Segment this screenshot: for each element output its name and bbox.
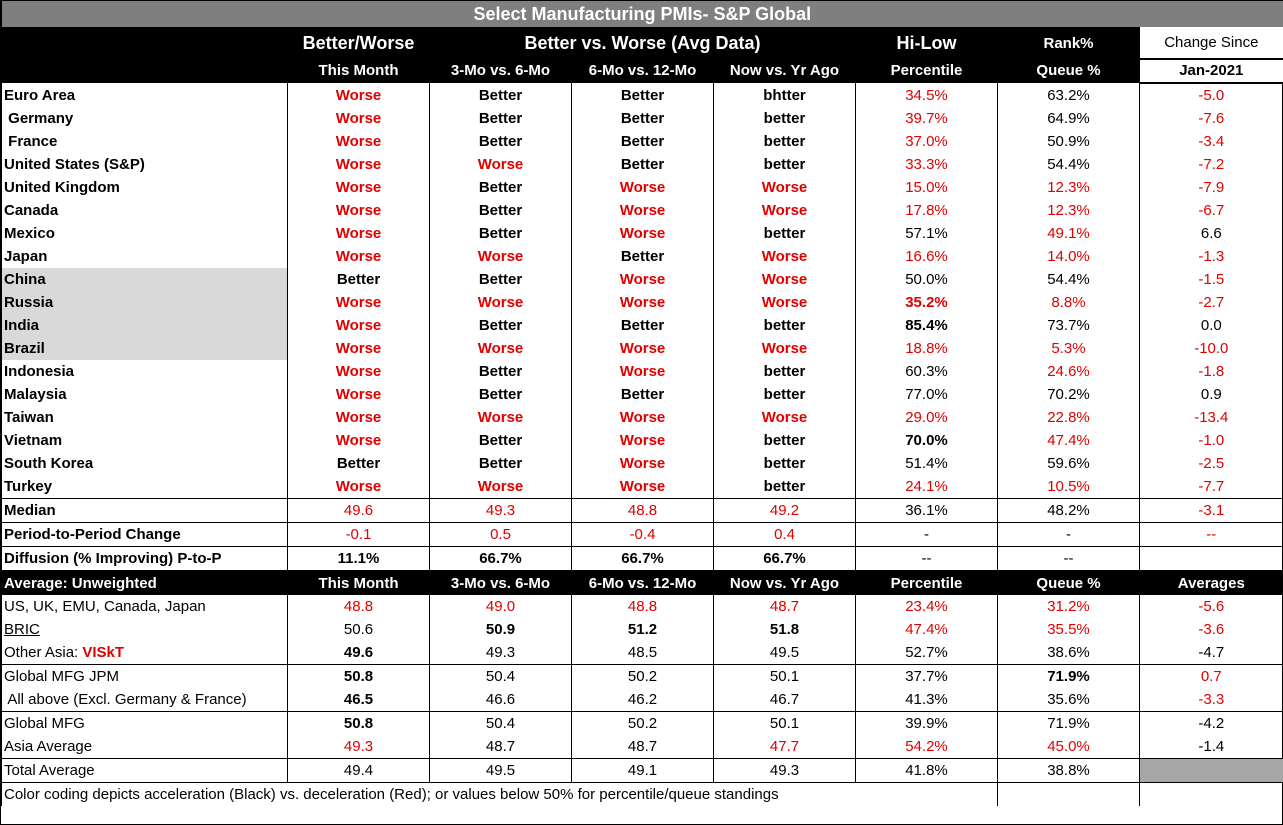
summary-this-month: 11.1% bbox=[288, 547, 430, 572]
avg-header-col-0: Average: Unweighted bbox=[2, 571, 288, 595]
summary-6mo: -0.4 bbox=[572, 523, 714, 547]
table-row bbox=[2, 153, 1283, 176]
table-row bbox=[2, 199, 1283, 222]
footnote-empty-2 bbox=[1140, 783, 1283, 807]
cell-percentile: 15.0% bbox=[856, 176, 998, 199]
cell-change: -5.0 bbox=[1140, 83, 1283, 107]
cell-queue: 54.4% bbox=[998, 268, 1140, 291]
cell-better-worse: Worse bbox=[288, 291, 430, 314]
cell-percentile: 17.8% bbox=[856, 199, 998, 222]
cell-yr-ago: better bbox=[714, 429, 856, 452]
avg-cell-bw: 46.5 bbox=[288, 688, 430, 712]
cell-percentile: 57.1% bbox=[856, 222, 998, 245]
cell-queue: 73.7% bbox=[998, 314, 1140, 337]
table-row bbox=[2, 314, 1283, 337]
avg-cell-pct: 41.8% bbox=[856, 759, 998, 783]
avg-row-label bbox=[2, 759, 288, 783]
avg-cell-bw: 50.6 bbox=[288, 618, 430, 641]
table-row bbox=[2, 406, 1283, 429]
header-change-since: Change Since bbox=[1140, 27, 1283, 59]
avg-cell-chg: -3.6 bbox=[1140, 618, 1283, 641]
row-country: United States (S&P) bbox=[2, 153, 288, 176]
cell-queue: 10.5% bbox=[998, 475, 1140, 499]
header-rank: Rank% bbox=[998, 27, 1140, 59]
summary-change: -3.1 bbox=[1140, 499, 1283, 523]
cell-better-worse: Worse bbox=[288, 199, 430, 222]
cell-better-worse: Better bbox=[288, 452, 430, 475]
avg-header-col-5: Percentile bbox=[856, 571, 998, 595]
row-country: France bbox=[2, 130, 288, 153]
summary-3mo: 49.3 bbox=[430, 499, 572, 523]
avg-cell-yr: 47.7 bbox=[714, 735, 856, 759]
cell-3mo: Better bbox=[430, 360, 572, 383]
cell-3mo: Better bbox=[430, 452, 572, 475]
cell-percentile: 70.0% bbox=[856, 429, 998, 452]
avg-cell-pct: 23.4% bbox=[856, 595, 998, 618]
table-row bbox=[2, 360, 1283, 383]
avg-cell-pct: 52.7% bbox=[856, 641, 998, 665]
cell-queue: 14.0% bbox=[998, 245, 1140, 268]
cell-queue: 12.3% bbox=[998, 199, 1140, 222]
cell-6mo: Worse bbox=[572, 452, 714, 475]
summary-change: -- bbox=[1140, 523, 1283, 547]
table-row bbox=[2, 222, 1283, 245]
cell-6mo: Worse bbox=[572, 222, 714, 245]
cell-better-worse: Worse bbox=[288, 314, 430, 337]
cell-change: 0.9 bbox=[1140, 383, 1283, 406]
cell-percentile: 85.4% bbox=[856, 314, 998, 337]
summary-yr-ago: 66.7% bbox=[714, 547, 856, 572]
table-row bbox=[2, 291, 1283, 314]
cell-percentile: 18.8% bbox=[856, 337, 998, 360]
cell-change: -13.4 bbox=[1140, 406, 1283, 429]
summary-6mo: 48.8 bbox=[572, 499, 714, 523]
row-country: Canada bbox=[2, 199, 288, 222]
cell-3mo: Better bbox=[430, 176, 572, 199]
cell-change: -1.3 bbox=[1140, 245, 1283, 268]
cell-yr-ago: better bbox=[714, 222, 856, 245]
cell-6mo: Better bbox=[572, 153, 714, 176]
row-country: Euro Area bbox=[2, 83, 288, 107]
avg-cell-q: 35.5% bbox=[998, 618, 1140, 641]
cell-6mo: Worse bbox=[572, 475, 714, 499]
avg-cell-pct: 47.4% bbox=[856, 618, 998, 641]
avg-cell-bw: 49.6 bbox=[288, 641, 430, 665]
footnote-text: Color coding depicts acceleration (Black) vs. deceleration (Red); or values below 50% for percentile/queue standings bbox=[2, 783, 998, 807]
summary-6mo: 66.7% bbox=[572, 547, 714, 572]
summary-percentile: 36.1% bbox=[856, 499, 998, 523]
avg-cell-m3: 50.9 bbox=[430, 618, 572, 641]
cell-better-worse: Worse bbox=[288, 130, 430, 153]
cell-percentile: 24.1% bbox=[856, 475, 998, 499]
cell-3mo: Better bbox=[430, 383, 572, 406]
cell-queue: 59.6% bbox=[998, 452, 1140, 475]
cell-6mo: Worse bbox=[572, 291, 714, 314]
row-country: Vietnam bbox=[2, 429, 288, 452]
avg-label-text: Global MFG bbox=[4, 715, 85, 732]
avg-row-label bbox=[2, 688, 288, 712]
avg-cell-pct: 54.2% bbox=[856, 735, 998, 759]
summary-queue: -- bbox=[998, 547, 1140, 572]
summary-label: Period-to-Period Change bbox=[2, 523, 288, 547]
avg-cell-yr: 51.8 bbox=[714, 618, 856, 641]
table-row bbox=[2, 245, 1283, 268]
cell-6mo: Worse bbox=[572, 406, 714, 429]
avg-cell-m6: 51.2 bbox=[572, 618, 714, 641]
cell-percentile: 50.0% bbox=[856, 268, 998, 291]
avg-cell-bw: 49.4 bbox=[288, 759, 430, 783]
avg-cell-m3: 49.3 bbox=[430, 641, 572, 665]
avg-cell-m3: 50.4 bbox=[430, 712, 572, 736]
cell-change: -1.8 bbox=[1140, 360, 1283, 383]
cell-yr-ago: Worse bbox=[714, 337, 856, 360]
table-row bbox=[2, 337, 1283, 360]
cell-queue: 8.8% bbox=[998, 291, 1140, 314]
avg-cell-m6: 49.1 bbox=[572, 759, 714, 783]
avg-cell-bw: 50.8 bbox=[288, 712, 430, 736]
summary-this-month: -0.1 bbox=[288, 523, 430, 547]
avg-cell-q: 31.2% bbox=[998, 595, 1140, 618]
avg-row-label bbox=[2, 641, 288, 665]
avg-cell-m6: 50.2 bbox=[572, 665, 714, 689]
cell-queue: 54.4% bbox=[998, 153, 1140, 176]
row-country: Turkey bbox=[2, 475, 288, 499]
header-col-6: Queue % bbox=[998, 59, 1140, 83]
cell-3mo: Better bbox=[430, 107, 572, 130]
summary-percentile: -- bbox=[856, 547, 998, 572]
cell-percentile: 16.6% bbox=[856, 245, 998, 268]
avg-cell-m6: 46.2 bbox=[572, 688, 714, 712]
summary-percentile: - bbox=[856, 523, 998, 547]
header-col-1: This Month bbox=[288, 59, 430, 83]
cell-3mo: Worse bbox=[430, 153, 572, 176]
avg-cell-pct: 37.7% bbox=[856, 665, 998, 689]
avg-cell-chg: -3.3 bbox=[1140, 688, 1283, 712]
cell-better-worse: Worse bbox=[288, 360, 430, 383]
header-col-3: 6-Mo vs. 12-Mo bbox=[572, 59, 714, 83]
table-row bbox=[2, 130, 1283, 153]
summary-3mo: 66.7% bbox=[430, 547, 572, 572]
avg-label-text: Other Asia: bbox=[4, 644, 83, 661]
table-row bbox=[2, 176, 1283, 199]
avg-cell-bw: 48.8 bbox=[288, 595, 430, 618]
cell-yr-ago: better bbox=[714, 130, 856, 153]
cell-yr-ago: Worse bbox=[714, 245, 856, 268]
cell-yr-ago: better bbox=[714, 314, 856, 337]
cell-change: -6.7 bbox=[1140, 199, 1283, 222]
cell-3mo: Worse bbox=[430, 406, 572, 429]
header-avg-data: Better vs. Worse (Avg Data) bbox=[430, 27, 856, 59]
avg-label-text: Asia Average bbox=[4, 738, 93, 755]
avg-row-label bbox=[2, 595, 288, 618]
avg-cell-yr: 46.7 bbox=[714, 688, 856, 712]
table-row bbox=[2, 268, 1283, 291]
avg-cell-q: 71.9% bbox=[998, 712, 1140, 736]
header-better-worse: Better/Worse bbox=[288, 27, 430, 59]
avg-cell-m3: 49.5 bbox=[430, 759, 572, 783]
cell-3mo: Worse bbox=[430, 475, 572, 499]
cell-better-worse: Worse bbox=[288, 429, 430, 452]
cell-yr-ago: bhtter bbox=[714, 83, 856, 107]
summary-label: Diffusion (% Improving) P-to-P bbox=[2, 547, 288, 572]
header-col-2: 3-Mo vs. 6-Mo bbox=[430, 59, 572, 83]
avg-label-text: All above (Excl. Germany & France) bbox=[4, 691, 247, 708]
avg-cell-m3: 49.0 bbox=[430, 595, 572, 618]
cell-6mo: Worse bbox=[572, 268, 714, 291]
avg-cell-yr: 48.7 bbox=[714, 595, 856, 618]
cell-queue: 64.9% bbox=[998, 107, 1140, 130]
cell-3mo: Better bbox=[430, 222, 572, 245]
avg-cell-chg: -4.7 bbox=[1140, 641, 1283, 665]
cell-better-worse: Worse bbox=[288, 83, 430, 107]
cell-queue: 24.6% bbox=[998, 360, 1140, 383]
cell-change: -3.4 bbox=[1140, 130, 1283, 153]
table-row bbox=[2, 383, 1283, 406]
cell-3mo: Better bbox=[430, 268, 572, 291]
cell-3mo: Better bbox=[430, 429, 572, 452]
cell-6mo: Worse bbox=[572, 360, 714, 383]
row-country: Indonesia bbox=[2, 360, 288, 383]
avg-cell-m3: 48.7 bbox=[430, 735, 572, 759]
avg-header-col-3: 6-Mo vs. 12-Mo bbox=[572, 571, 714, 595]
header-blank bbox=[2, 27, 288, 59]
header-col-4: Now vs. Yr Ago bbox=[714, 59, 856, 83]
row-country: Brazil bbox=[2, 337, 288, 360]
cell-yr-ago: better bbox=[714, 475, 856, 499]
summary-change bbox=[1140, 547, 1283, 572]
cell-queue: 50.9% bbox=[998, 130, 1140, 153]
cell-yr-ago: Worse bbox=[714, 176, 856, 199]
cell-percentile: 35.2% bbox=[856, 291, 998, 314]
cell-3mo: Worse bbox=[430, 291, 572, 314]
row-country: India bbox=[2, 314, 288, 337]
avg-label-text: Global MFG JPM bbox=[4, 668, 120, 685]
avg-label-suffix: VISkT bbox=[82, 644, 125, 661]
summary-yr-ago: 0.4 bbox=[714, 523, 856, 547]
avg-cell-m3: 50.4 bbox=[430, 665, 572, 689]
cell-6mo: Better bbox=[572, 83, 714, 107]
sheet-title: Select Manufacturing PMIs- S&P Global bbox=[2, 1, 1283, 27]
cell-3mo: Better bbox=[430, 199, 572, 222]
avg-cell-q: 38.6% bbox=[998, 641, 1140, 665]
avg-cell-pct: 41.3% bbox=[856, 688, 998, 712]
avg-cell-chg bbox=[1140, 759, 1283, 783]
avg-cell-q: 45.0% bbox=[998, 735, 1140, 759]
cell-change: -1.5 bbox=[1140, 268, 1283, 291]
cell-change: -2.5 bbox=[1140, 452, 1283, 475]
avg-header-col-4: Now vs. Yr Ago bbox=[714, 571, 856, 595]
cell-6mo: Better bbox=[572, 383, 714, 406]
avg-cell-yr: 50.1 bbox=[714, 712, 856, 736]
cell-6mo: Worse bbox=[572, 429, 714, 452]
row-country: Germany bbox=[2, 107, 288, 130]
table-row bbox=[2, 429, 1283, 452]
cell-yr-ago: better bbox=[714, 383, 856, 406]
row-country: South Korea bbox=[2, 452, 288, 475]
cell-6mo: Better bbox=[572, 107, 714, 130]
avg-cell-m6: 48.5 bbox=[572, 641, 714, 665]
cell-yr-ago: better bbox=[714, 360, 856, 383]
cell-percentile: 29.0% bbox=[856, 406, 998, 429]
cell-change: 0.0 bbox=[1140, 314, 1283, 337]
cell-yr-ago: Worse bbox=[714, 268, 856, 291]
cell-3mo: Worse bbox=[430, 337, 572, 360]
row-country: Russia bbox=[2, 291, 288, 314]
cell-queue: 63.2% bbox=[998, 83, 1140, 107]
cell-queue: 12.3% bbox=[998, 176, 1140, 199]
cell-3mo: Better bbox=[430, 83, 572, 107]
avg-label-text: Total Average bbox=[4, 762, 95, 779]
cell-percentile: 60.3% bbox=[856, 360, 998, 383]
cell-percentile: 51.4% bbox=[856, 452, 998, 475]
summary-this-month: 49.6 bbox=[288, 499, 430, 523]
summary-queue: 48.2% bbox=[998, 499, 1140, 523]
cell-queue: 49.1% bbox=[998, 222, 1140, 245]
cell-change: -7.7 bbox=[1140, 475, 1283, 499]
header-col-7: Jan-2021 bbox=[1140, 59, 1283, 83]
avg-cell-pct: 39.9% bbox=[856, 712, 998, 736]
avg-cell-m6: 48.7 bbox=[572, 735, 714, 759]
summary-yr-ago: 49.2 bbox=[714, 499, 856, 523]
avg-cell-chg: -1.4 bbox=[1140, 735, 1283, 759]
cell-change: -10.0 bbox=[1140, 337, 1283, 360]
cell-yr-ago: better bbox=[714, 107, 856, 130]
cell-better-worse: Worse bbox=[288, 176, 430, 199]
avg-header-col-1: This Month bbox=[288, 571, 430, 595]
cell-6mo: Better bbox=[572, 314, 714, 337]
cell-percentile: 33.3% bbox=[856, 153, 998, 176]
cell-percentile: 37.0% bbox=[856, 130, 998, 153]
summary-label: Median bbox=[2, 499, 288, 523]
cell-percentile: 77.0% bbox=[856, 383, 998, 406]
cell-better-worse: Worse bbox=[288, 475, 430, 499]
cell-percentile: 39.7% bbox=[856, 107, 998, 130]
header-col-0 bbox=[2, 59, 288, 83]
avg-row-label bbox=[2, 665, 288, 689]
cell-6mo: Worse bbox=[572, 199, 714, 222]
row-country: Mexico bbox=[2, 222, 288, 245]
cell-queue: 5.3% bbox=[998, 337, 1140, 360]
header-col-5: Percentile bbox=[856, 59, 998, 83]
cell-better-worse: Worse bbox=[288, 153, 430, 176]
footnote-empty-1 bbox=[998, 783, 1140, 807]
avg-header-col-6: Queue % bbox=[998, 571, 1140, 595]
row-country: Taiwan bbox=[2, 406, 288, 429]
avg-label-text: BRIC bbox=[4, 621, 40, 638]
pmi-table bbox=[1, 1, 1283, 806]
table-row bbox=[2, 452, 1283, 475]
cell-better-worse: Worse bbox=[288, 406, 430, 429]
avg-cell-m6: 48.8 bbox=[572, 595, 714, 618]
avg-cell-yr: 49.5 bbox=[714, 641, 856, 665]
cell-queue: 47.4% bbox=[998, 429, 1140, 452]
cell-change: 6.6 bbox=[1140, 222, 1283, 245]
cell-change: -7.6 bbox=[1140, 107, 1283, 130]
row-country: China bbox=[2, 268, 288, 291]
cell-queue: 22.8% bbox=[998, 406, 1140, 429]
summary-queue: - bbox=[998, 523, 1140, 547]
avg-cell-q: 38.8% bbox=[998, 759, 1140, 783]
table-row bbox=[2, 475, 1283, 499]
avg-cell-bw: 49.3 bbox=[288, 735, 430, 759]
row-country: Japan bbox=[2, 245, 288, 268]
cell-change: -2.7 bbox=[1140, 291, 1283, 314]
cell-better-worse: Worse bbox=[288, 107, 430, 130]
avg-cell-q: 71.9% bbox=[998, 665, 1140, 689]
avg-cell-chg: -5.6 bbox=[1140, 595, 1283, 618]
header-hi-low: Hi-Low bbox=[856, 27, 998, 59]
cell-3mo: Better bbox=[430, 314, 572, 337]
row-country: Malaysia bbox=[2, 383, 288, 406]
avg-header-col-7: Averages bbox=[1140, 571, 1283, 595]
avg-row-label bbox=[2, 735, 288, 759]
avg-cell-yr: 50.1 bbox=[714, 665, 856, 689]
cell-3mo: Worse bbox=[430, 245, 572, 268]
cell-yr-ago: Worse bbox=[714, 199, 856, 222]
cell-yr-ago: better bbox=[714, 452, 856, 475]
avg-cell-m3: 46.6 bbox=[430, 688, 572, 712]
cell-better-worse: Worse bbox=[288, 383, 430, 406]
cell-yr-ago: Worse bbox=[714, 291, 856, 314]
cell-percentile: 34.5% bbox=[856, 83, 998, 107]
avg-cell-chg: 0.7 bbox=[1140, 665, 1283, 689]
cell-yr-ago: Worse bbox=[714, 406, 856, 429]
row-country: United Kingdom bbox=[2, 176, 288, 199]
cell-6mo: Better bbox=[572, 245, 714, 268]
cell-queue: 70.2% bbox=[998, 383, 1140, 406]
avg-cell-q: 35.6% bbox=[998, 688, 1140, 712]
cell-6mo: Better bbox=[572, 130, 714, 153]
summary-3mo: 0.5 bbox=[430, 523, 572, 547]
cell-6mo: Worse bbox=[572, 337, 714, 360]
cell-change: -7.9 bbox=[1140, 176, 1283, 199]
cell-3mo: Better bbox=[430, 130, 572, 153]
avg-cell-yr: 49.3 bbox=[714, 759, 856, 783]
cell-better-worse: Worse bbox=[288, 222, 430, 245]
avg-cell-chg: -4.2 bbox=[1140, 712, 1283, 736]
cell-better-worse: Better bbox=[288, 268, 430, 291]
cell-better-worse: Worse bbox=[288, 245, 430, 268]
cell-change: -7.2 bbox=[1140, 153, 1283, 176]
avg-label-text: US, UK, EMU, Canada, Japan bbox=[4, 598, 206, 615]
avg-row-label bbox=[2, 618, 288, 641]
avg-row-label bbox=[2, 712, 288, 736]
table-row bbox=[2, 83, 1283, 107]
table-row bbox=[2, 107, 1283, 130]
cell-yr-ago: better bbox=[714, 153, 856, 176]
cell-better-worse: Worse bbox=[288, 337, 430, 360]
avg-header-col-2: 3-Mo vs. 6-Mo bbox=[430, 571, 572, 595]
cell-change: -1.0 bbox=[1140, 429, 1283, 452]
avg-cell-bw: 50.8 bbox=[288, 665, 430, 689]
avg-cell-m6: 50.2 bbox=[572, 712, 714, 736]
cell-6mo: Worse bbox=[572, 176, 714, 199]
